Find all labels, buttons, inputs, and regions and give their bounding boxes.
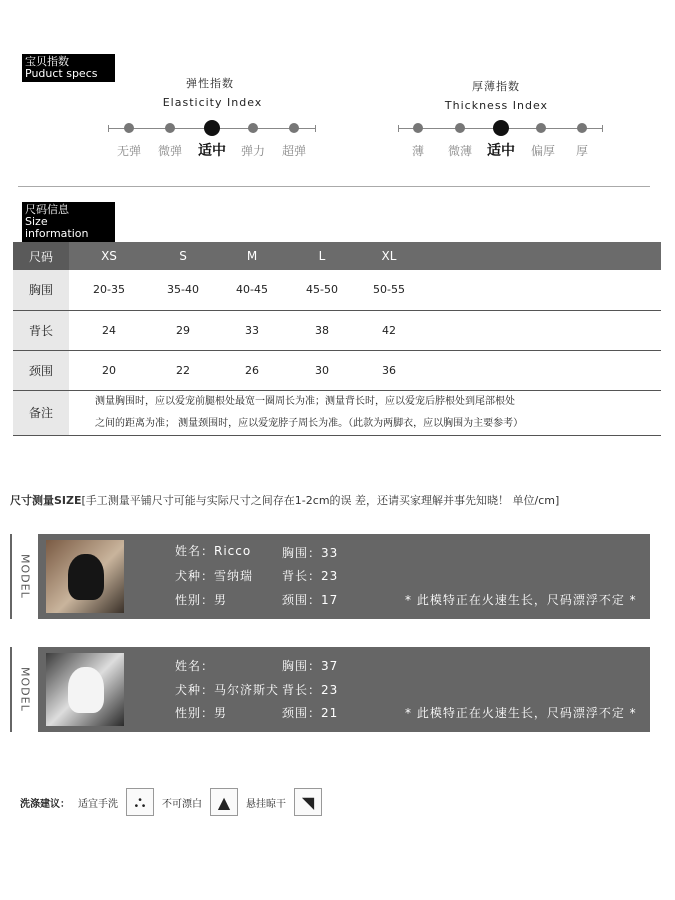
thickness-label-selected: 适中 <box>487 143 515 159</box>
table-cell: 20 <box>69 350 149 390</box>
no-bleach-icon: ▲ <box>210 788 238 816</box>
thickness-dot-selected <box>493 120 509 136</box>
thickness-dot-1 <box>413 123 423 133</box>
table-row <box>13 270 661 310</box>
table-cell: 26 <box>217 350 287 390</box>
thickness-dot-4 <box>536 123 546 133</box>
size-table <box>13 242 661 436</box>
elasticity-title: 弹性指数 <box>186 77 234 90</box>
row-label: 背长 <box>13 310 69 350</box>
model-breed: 犬种：马尔济斯犬 <box>175 683 280 697</box>
model-back: 背长：23 <box>282 569 339 583</box>
size-header-cell: M <box>217 242 287 270</box>
table-cell: 29 <box>149 310 217 350</box>
model-neck: 颈围：21 <box>282 706 339 720</box>
note-line: 之间的距离为准； 测量颈围时，应以爱宠脖子周长为准。（此款为两脚衣，应以胸围为主要参考） <box>95 417 524 429</box>
wash-label: 不可漂白 <box>162 798 202 810</box>
elasticity-dot-2 <box>165 123 175 133</box>
thickness-labels <box>398 142 608 162</box>
thickness-label: 厚 <box>575 144 588 158</box>
thickness-title: 厚薄指数 <box>472 80 520 93</box>
size-tag <box>22 202 115 242</box>
table-row-note <box>13 390 661 435</box>
elasticity-labels <box>108 142 318 162</box>
note-line: 测量胸围时，应以爱宠前腿根处最宽一圈周长为准；测量背长时，应以爱宠后脖根处到尾部根处 <box>95 395 515 407</box>
wash-instructions <box>20 788 322 816</box>
model-breed: 犬种：雪纳瑞 <box>175 569 254 583</box>
dog-figure <box>68 554 104 600</box>
wash-label: 悬挂晾干 <box>246 798 286 810</box>
elasticity-dot-4 <box>248 123 258 133</box>
elasticity-dot-1 <box>124 123 134 133</box>
size-header-cell: L <box>287 242 357 270</box>
model-name: 姓名：Ricco <box>175 544 252 558</box>
size-header-cell: 尺码 <box>13 242 69 270</box>
measure-note <box>10 492 670 508</box>
model-side-label: MODEL <box>10 647 38 732</box>
elasticity-scale <box>108 128 316 129</box>
divider <box>18 186 650 187</box>
wash-label: 适宜手洗 <box>78 798 118 810</box>
table-cell: 22 <box>149 350 217 390</box>
table-cell: 40-45 <box>217 270 287 310</box>
model-back: 背长：23 <box>282 683 339 697</box>
table-cell: 30 <box>287 350 357 390</box>
model-card <box>10 647 650 732</box>
thickness-scale <box>398 128 603 129</box>
table-cell: 33 <box>217 310 287 350</box>
hand-wash-icon: ⛬ <box>126 788 154 816</box>
size-header-cell: XL <box>357 242 421 270</box>
size-tag-en: Size information <box>25 215 89 240</box>
note-text <box>69 390 661 435</box>
elasticity-dot-5 <box>289 123 299 133</box>
elasticity-subtitle: Elasticity Index <box>162 96 263 109</box>
row-label: 颈围 <box>13 350 69 390</box>
table-cell: 42 <box>357 310 421 350</box>
model-gender: 性别：男 <box>175 593 228 607</box>
thickness-subtitle: Thickness Index <box>444 99 549 112</box>
table-cell: 45-50 <box>287 270 357 310</box>
size-header-cell: S <box>149 242 217 270</box>
table-cell: 36 <box>357 350 421 390</box>
model-name: 姓名： <box>175 659 215 673</box>
measure-title: 尺寸测量SIZE <box>10 494 82 507</box>
model-photo <box>46 540 124 613</box>
model-card <box>10 534 650 619</box>
elasticity-label: 超弹 <box>281 144 306 158</box>
table-cell: 35-40 <box>149 270 217 310</box>
wash-title: 洗涤建议： <box>20 798 70 810</box>
specs-tag <box>22 54 115 82</box>
measure-text: [手工测量平铺尺寸可能与实际尺寸之间存在1-2cm的误 差，还请买家理解并事先知晓！ 单位/cm] <box>81 494 560 507</box>
model-chest: 胸围：37 <box>282 659 339 673</box>
model-side-label: MODEL <box>10 534 38 619</box>
elasticity-label: 无弹 <box>116 144 141 158</box>
table-cell: 20-35 <box>69 270 149 310</box>
row-label: 胸围 <box>13 270 69 310</box>
hang-dry-icon: ◥ <box>294 788 322 816</box>
dog-figure <box>68 667 104 713</box>
model-neck: 颈围：17 <box>282 593 339 607</box>
table-cell: 38 <box>287 310 357 350</box>
thickness-label: 微薄 <box>447 144 472 158</box>
table-cell: 24 <box>69 310 149 350</box>
specs-tag-en: Puduct specs <box>25 67 98 80</box>
elasticity-dot-selected <box>204 120 220 136</box>
thickness-label: 薄 <box>411 144 424 158</box>
elasticity-label: 微弹 <box>157 144 182 158</box>
model-photo <box>46 653 124 726</box>
thickness-dot-2 <box>455 123 465 133</box>
thickness-dot-5 <box>577 123 587 133</box>
model-gender: 性别：男 <box>175 706 228 720</box>
table-row <box>13 310 661 350</box>
model-chest: 胸围：33 <box>282 546 339 560</box>
thickness-label: 偏厚 <box>530 144 555 158</box>
specs-tag-cn: 宝贝指数 <box>25 55 69 68</box>
elasticity-label: 弹力 <box>240 144 265 158</box>
model-note: * 此模特正在火速生长，尺码漂浮不定 * <box>405 593 637 607</box>
size-header-cell: XS <box>69 242 149 270</box>
elasticity-label-selected: 适中 <box>198 143 226 159</box>
table-row <box>13 350 661 390</box>
table-cell: 50-55 <box>357 270 421 310</box>
size-tag-cn: 尺码信息 <box>25 203 69 216</box>
note-label: 备注 <box>13 390 69 435</box>
size-header-row <box>13 242 661 270</box>
model-note: * 此模特正在火速生长，尺码漂浮不定 * <box>405 706 637 720</box>
